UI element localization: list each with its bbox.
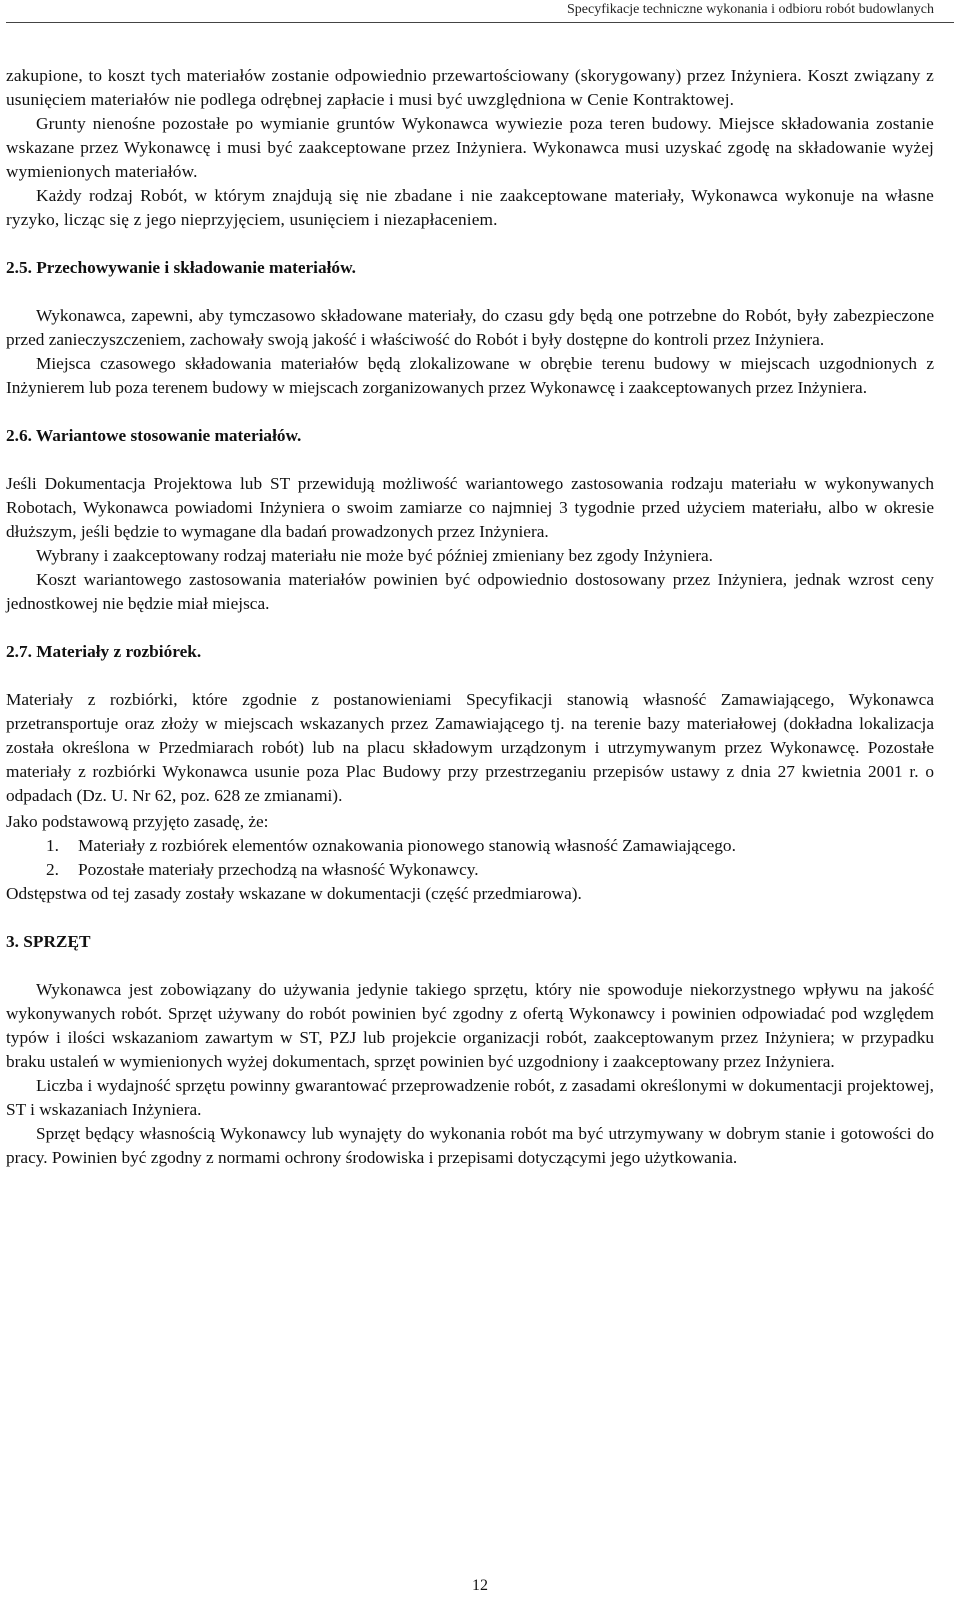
paragraph: Koszt wariantowego zastosowania materiałów powinien być odpowiednio dostosowany przez Inżyniera, jednak wzrost ceny jednostkowej nie będzie miał miejsca. bbox=[6, 570, 934, 613]
header-rule bbox=[6, 22, 954, 23]
section-heading: 2.7. Materiały z rozbiórek. bbox=[6, 642, 202, 661]
paragraph: Materiały z rozbiórki, które zgodnie z postanowieniami Specyfikacji stanowią własność Zamawiającego, Wykonawca przetransportuje oraz złoży w miejscach wskazanych przez Zamawiającego tj. na terenie bazy materiałowej (dokładna lokalizacja została określona w Przedmiarach robót) lub na placu składowym urządzonym i utrzymywanym przez Wykonawcę. Pozostałe materiały z rozbiórki Wykonawca usunie poza Plac Budowy przy przestrzeganiu przepisów ustawy z dnia 27 kwietnia 2001 r. o odpadach (Dz. U. Nr 62, poz. 628 ze zmianami). bbox=[6, 690, 934, 805]
section-heading: 2.6. Wariantowe stosowanie materiałów. bbox=[6, 426, 302, 445]
paragraph: Wybrany i zaakceptowany rodzaj materiału nie może być później zmieniany bez zgody Inżyniera. bbox=[36, 546, 713, 565]
list-number: 1. bbox=[46, 836, 59, 855]
section-2-7 bbox=[6, 640, 934, 906]
paragraph: Grunty nienośne pozostałe po wymianie gruntów Wykonawca wywiezie poza teren budowy. Miejsce składowania zostanie wskazane przez Wykonawcę i musi być zaakceptowane przez Inżyniera. Wykonawca musi uzyskać zgodę na składowanie wyżej wymienionych materiałów. bbox=[6, 114, 934, 181]
list-item bbox=[6, 834, 934, 858]
header-title: Specyfikacje techniczne wykonania i odbioru robót budowlanych bbox=[567, 2, 934, 17]
page-number: 12 bbox=[472, 1577, 488, 1594]
list-item bbox=[6, 858, 934, 882]
paragraph: Wykonawca, zapewni, aby tymczasowo składowane materiały, do czasu gdy będą one potrzebne do Robót, były zabezpieczone przed zanieczyszczeniem, zachowały swoją jakość i właściwość do Robót i były dostępne do kontroli przez Inżyniera. bbox=[6, 306, 934, 349]
paragraph: Odstępstwa od tej zasady zostały wskazane w dokumentacji (część przedmiarowa). bbox=[6, 884, 582, 903]
paragraph: Jeśli Dokumentacja Projektowa lub ST przewidują możliwość wariantowego zastosowania rodzaju materiału w wykonywanych Robotach, Wykonawca powiadomi Inżyniera o swoim zamiarze co najmniej 3 tygodnie przed użyciem materiału, albo w okresie dłuższym, jeśli będzie to wymagane dla badań prowadzonych przez Inżyniera. bbox=[6, 474, 934, 541]
section-2-6 bbox=[6, 424, 934, 616]
numbered-list bbox=[6, 834, 934, 882]
paragraph: Każdy rodzaj Robót, w którym znajdują się nie zbadane i nie zaakceptowane materiały, Wykonawca wykonuje na własne ryzyko, licząc się z jego nieprzyjęciem, usunięciem i niezapłaceniem. bbox=[6, 186, 934, 229]
list-text: Materiały z rozbiórek elementów oznakowania pionowego stanowią własność Zamawiającego. bbox=[78, 836, 736, 855]
section-heading: 2.5. Przechowywanie i składowanie materiałów. bbox=[6, 258, 356, 277]
section-2-5 bbox=[6, 256, 934, 400]
paragraph: zakupione, to koszt tych materiałów zostanie odpowiednio przewartościowany (skorygowany) przez Inżyniera. Koszt związany z usunięciem materiałów nie podlega odrębnej zapłacie i musi być uwzględniona w Cenie Kontraktowej. bbox=[6, 66, 934, 109]
paragraph: Jako podstawową przyjęto zasadę, że: bbox=[6, 812, 269, 831]
section-heading: 3. SPRZĘT bbox=[6, 932, 91, 951]
page-header bbox=[0, 0, 960, 38]
document-body bbox=[6, 64, 934, 1170]
section-previous bbox=[6, 64, 934, 232]
paragraph: Sprzęt będący własnością Wykonawcy lub wynajęty do wykonania robót ma być utrzymywany w dobrym stanie i gotowości do pracy. Powinien być zgodny z normami ochrony środowiska i przepisami dotyczącymi jego użytkowania. bbox=[6, 1124, 934, 1167]
paragraph: Liczba i wydajność sprzętu powinny gwarantować przeprowadzenie robót, z zasadami określonymi w dokumentacji projektowej, ST i wskazaniach Inżyniera. bbox=[6, 1076, 934, 1119]
list-text: Pozostałe materiały przechodzą na własność Wykonawcy. bbox=[78, 860, 479, 879]
paragraph: Miejsca czasowego składowania materiałów będą zlokalizowane w obrębie terenu budowy w miejscach uzgodnionych z Inżynierem lub poza terenem budowy w miejscach zorganizowanych przez Wykonawcę i zaakceptowanych przez Inżyniera. bbox=[6, 354, 934, 397]
list-number: 2. bbox=[46, 860, 59, 879]
paragraph: Wykonawca jest zobowiązany do używania jedynie takiego sprzętu, który nie spowoduje niekorzystnego wpływu na jakość wykonywanych robót. Sprzęt używany do robót powinien być zgodny z ofertą Wykonawcy i powinien odpowiadać pod względem typów i ilości wskazaniom zawartym w ST, PZJ lub projekcie organizacji robót, zaakceptowanym przez Inżyniera; w przypadku braku ustaleń w wymienionych wyżej dokumentach, sprzęt powinien być uzgodniony i zaakceptowany przez Inżyniera. bbox=[6, 980, 934, 1071]
section-3 bbox=[6, 930, 934, 1170]
